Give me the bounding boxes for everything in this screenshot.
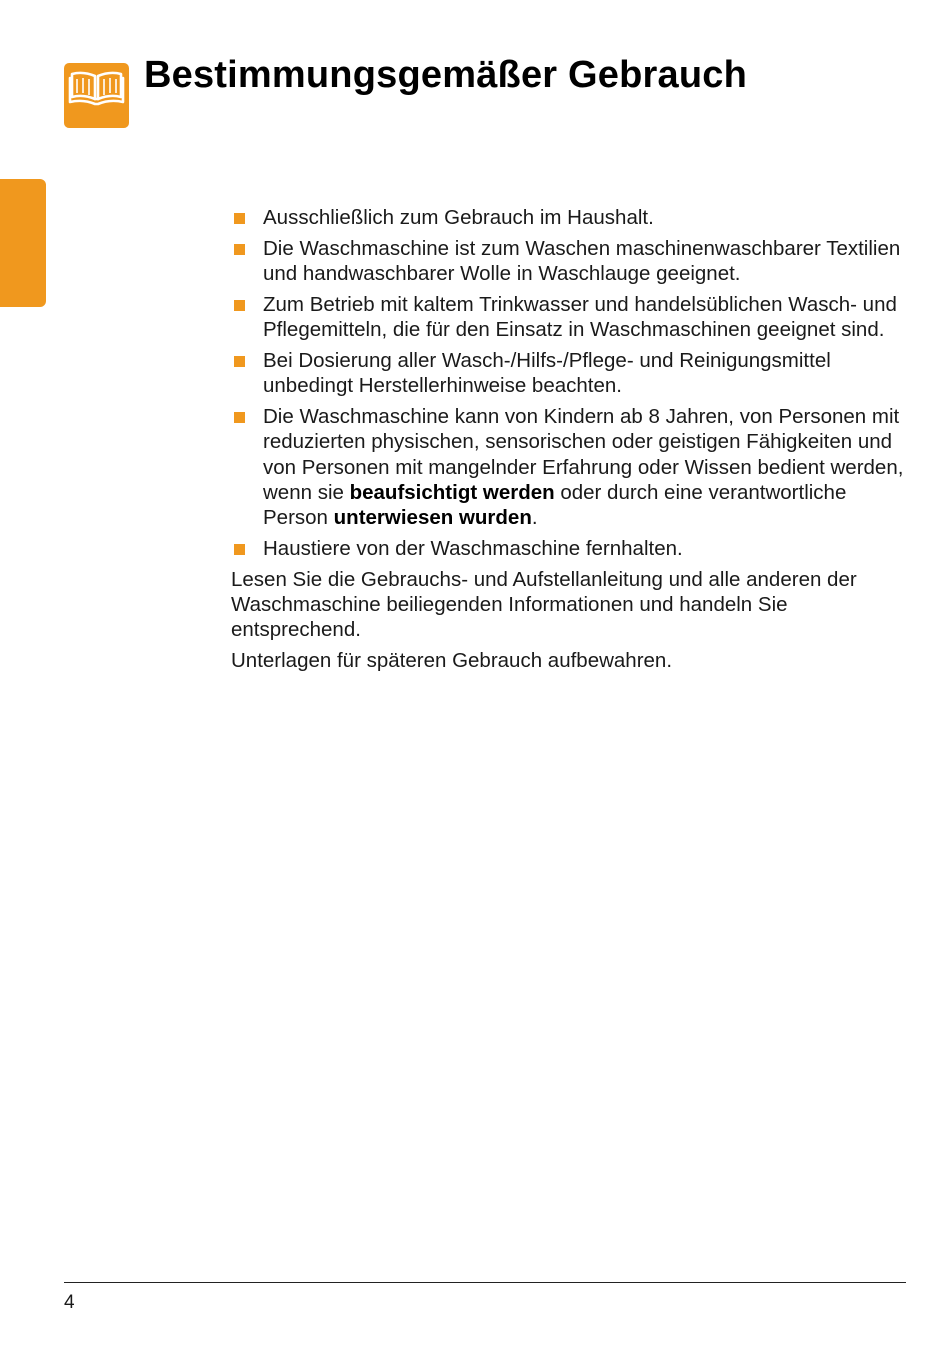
bullet-square-icon (234, 356, 245, 367)
bullet-square-icon (234, 412, 245, 423)
list-item (231, 292, 911, 343)
list-item (231, 404, 911, 530)
list-item (231, 205, 911, 230)
text-segment: . (531, 506, 538, 530)
bold-text: unterwiesen wurden (333, 506, 532, 530)
book-icon (64, 63, 129, 128)
list-item (231, 236, 911, 287)
text-segment: Die Waschmaschine kann von Kindern ab 8 Jahren, von Personen mit reduzierten physischen, sensorischen oder geistigen Fähigkeiten und von Personen mit mangelnder Erfahrung oder Wissen bedient werden, wenn sie (263, 405, 904, 504)
bullet-list (231, 205, 911, 561)
body-paragraph: Lesen Sie die Gebrauchs- und Aufstellanleitung und alle anderen der Waschmaschine beiliegenden Informationen und handeln Sie entsprechend. (231, 567, 857, 642)
bullet-square-icon (234, 213, 245, 224)
bold-text: beaufsichtigt werden (349, 480, 555, 504)
footer-divider (64, 1282, 906, 1283)
text-segment: Bei Dosierung aller Wasch-/Hilfs-/Pflege- und Reinigungsmittel unbedingt Herstellerhinweise beachten. (263, 348, 831, 398)
page-title: Bestimmungsgemäßer Gebrauch (144, 54, 748, 96)
list-item (231, 536, 911, 561)
text-segment: oder durch eine verantwortliche Person (263, 480, 847, 530)
chapter-tab (0, 179, 46, 307)
text-segment: Ausschließlich zum Gebrauch im Haushalt. (263, 206, 654, 229)
main-content (231, 205, 911, 679)
body-paragraph: Unterlagen für späteren Gebrauch aufbewahren. (231, 649, 673, 673)
text-segment: Die Waschmaschine ist zum Waschen maschinenwaschbarer Textilien und handwaschbarer Wolle in Waschlauge geeignet. (263, 236, 901, 286)
page-number: 4 (64, 1292, 75, 1313)
bullet-square-icon (234, 300, 245, 311)
text-segment: Haustiere von der Waschmaschine fernhalten. (263, 537, 683, 561)
bullet-square-icon (234, 544, 245, 555)
list-item (231, 348, 911, 399)
text-segment: Zum Betrieb mit kaltem Trinkwasser und handelsüblichen Wasch- und Pflegemitteln, die für den Einsatz in Waschmaschinen geeignet sind. (263, 292, 897, 342)
paragraphs (231, 567, 911, 674)
bullet-square-icon (234, 244, 245, 255)
